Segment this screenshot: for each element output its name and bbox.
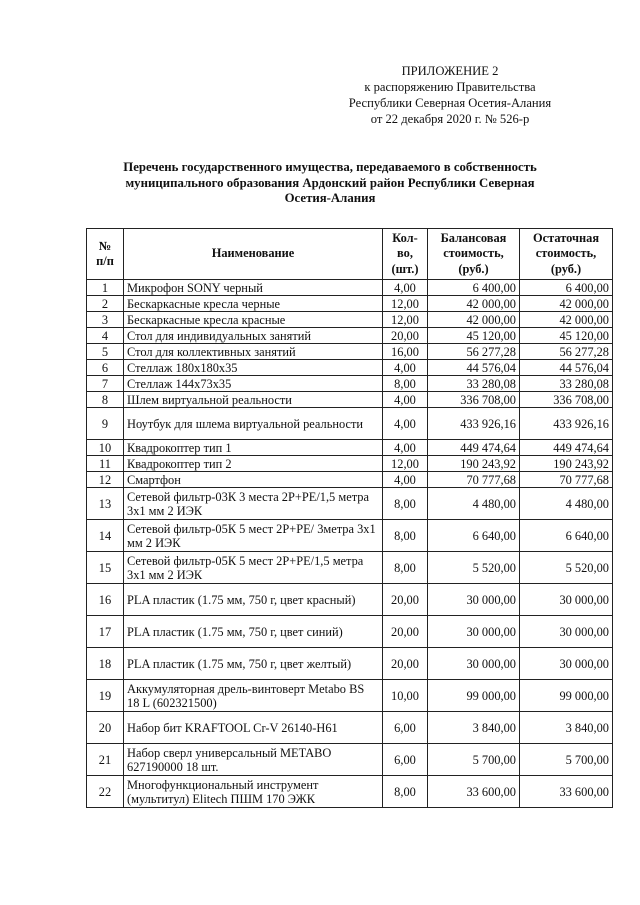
- quantity-cell: 8,00: [383, 376, 428, 392]
- table-row: [87, 616, 613, 648]
- balance-cost-cell: 42 000,00: [428, 312, 520, 328]
- balance-cost-cell: 70 777,68: [428, 472, 520, 488]
- item-name-cell: Сетевой фильтр-05К 5 мест 2P+PE/ 3метра 3х1 мм 2 ИЭК: [124, 520, 383, 552]
- property-table: [86, 228, 613, 808]
- row-number-cell: 15: [87, 552, 124, 584]
- item-name-cell: Квадрокоптер тип 1: [124, 440, 383, 456]
- table-row: [87, 472, 613, 488]
- item-name-cell: Бескаркасные кресла красные: [124, 312, 383, 328]
- balance-cost-cell: 5 700,00: [428, 744, 520, 776]
- item-name-cell: Стол для коллективных занятий: [124, 344, 383, 360]
- header-number: № п/п: [87, 229, 124, 280]
- table-row: [87, 712, 613, 744]
- table-row: [87, 584, 613, 616]
- residual-cost-cell: 5 520,00: [520, 552, 613, 584]
- residual-cost-cell: 3 840,00: [520, 712, 613, 744]
- item-name-cell: PLA пластик (1.75 мм, 750 г, цвет синий): [124, 616, 383, 648]
- item-name-cell: Стеллаж 180х180х35: [124, 360, 383, 376]
- residual-cost-cell: 42 000,00: [520, 312, 613, 328]
- row-number-cell: 17: [87, 616, 124, 648]
- residual-cost-cell: 30 000,00: [520, 584, 613, 616]
- quantity-cell: 10,00: [383, 680, 428, 712]
- quantity-cell: 12,00: [383, 456, 428, 472]
- item-name-cell: Микрофон SONY черный: [124, 280, 383, 296]
- quantity-cell: 6,00: [383, 744, 428, 776]
- item-name-cell: Квадрокоптер тип 2: [124, 456, 383, 472]
- row-number-cell: 6: [87, 360, 124, 376]
- item-name-cell: Набор сверл универсальный METABO 627190000 18 шт.: [124, 744, 383, 776]
- quantity-cell: 20,00: [383, 328, 428, 344]
- table-row: [87, 328, 613, 344]
- row-number-cell: 19: [87, 680, 124, 712]
- residual-cost-cell: 449 474,64: [520, 440, 613, 456]
- quantity-cell: 20,00: [383, 648, 428, 680]
- row-number-cell: 3: [87, 312, 124, 328]
- balance-cost-cell: 449 474,64: [428, 440, 520, 456]
- row-number-cell: 2: [87, 296, 124, 312]
- quantity-cell: 4,00: [383, 440, 428, 456]
- table-row: [87, 280, 613, 296]
- item-name-cell: Ноутбук для шлема виртуальной реальности: [124, 408, 383, 440]
- table-body: [87, 280, 613, 808]
- table-row: [87, 552, 613, 584]
- table-row: [87, 392, 613, 408]
- balance-cost-cell: 33 280,08: [428, 376, 520, 392]
- row-number-cell: 13: [87, 488, 124, 520]
- table-row: [87, 312, 613, 328]
- residual-cost-cell: 33 600,00: [520, 776, 613, 808]
- table-row: [87, 344, 613, 360]
- balance-cost-cell: 6 400,00: [428, 280, 520, 296]
- row-number-cell: 1: [87, 280, 124, 296]
- header-residual-cost: Остаточная стоимость, (руб.): [520, 229, 613, 280]
- row-number-cell: 10: [87, 440, 124, 456]
- item-name-cell: Шлем виртуальной реальности: [124, 392, 383, 408]
- item-name-cell: PLA пластик (1.75 мм, 750 г, цвет желтый): [124, 648, 383, 680]
- balance-cost-cell: 433 926,16: [428, 408, 520, 440]
- residual-cost-cell: 42 000,00: [520, 296, 613, 312]
- quantity-cell: 20,00: [383, 616, 428, 648]
- quantity-cell: 4,00: [383, 472, 428, 488]
- item-name-cell: Смартфон: [124, 472, 383, 488]
- balance-cost-cell: 6 640,00: [428, 520, 520, 552]
- document-title: [80, 160, 580, 207]
- table-row: [87, 520, 613, 552]
- item-name-cell: Набор бит KRAFTOOL Cr-V 26140-H61: [124, 712, 383, 744]
- appendix-header: [300, 63, 600, 127]
- quantity-cell: 8,00: [383, 520, 428, 552]
- quantity-cell: 4,00: [383, 408, 428, 440]
- balance-cost-cell: 45 120,00: [428, 328, 520, 344]
- item-name-cell: Сетевой фильтр-03К 3 места 2P+PE/1,5 метра 3х1 мм 2 ИЭК: [124, 488, 383, 520]
- row-number-cell: 9: [87, 408, 124, 440]
- residual-cost-cell: 4 480,00: [520, 488, 613, 520]
- residual-cost-cell: 70 777,68: [520, 472, 613, 488]
- residual-cost-cell: 30 000,00: [520, 648, 613, 680]
- quantity-cell: 8,00: [383, 552, 428, 584]
- balance-cost-cell: 30 000,00: [428, 584, 520, 616]
- residual-cost-cell: 44 576,04: [520, 360, 613, 376]
- row-number-cell: 21: [87, 744, 124, 776]
- row-number-cell: 22: [87, 776, 124, 808]
- balance-cost-cell: 30 000,00: [428, 616, 520, 648]
- table-row: [87, 440, 613, 456]
- balance-cost-cell: 44 576,04: [428, 360, 520, 376]
- table-row: [87, 648, 613, 680]
- table-row: [87, 488, 613, 520]
- quantity-cell: 8,00: [383, 488, 428, 520]
- quantity-cell: 6,00: [383, 712, 428, 744]
- quantity-cell: 16,00: [383, 344, 428, 360]
- table-row: [87, 456, 613, 472]
- balance-cost-cell: 190 243,92: [428, 456, 520, 472]
- appendix-ref-line: Республики Северная Осетия-Алания: [348, 96, 552, 110]
- row-number-cell: 8: [87, 392, 124, 408]
- quantity-cell: 4,00: [383, 392, 428, 408]
- row-number-cell: 5: [87, 344, 124, 360]
- item-name-cell: Многофункциональный инструмент (мультитул) Elitech ПШМ 170 ЭЖК: [124, 776, 383, 808]
- quantity-cell: 4,00: [383, 280, 428, 296]
- row-number-cell: 7: [87, 376, 124, 392]
- quantity-cell: 12,00: [383, 296, 428, 312]
- table-row: [87, 744, 613, 776]
- table-row: [87, 360, 613, 376]
- item-name-cell: Сетевой фильтр-05К 5 мест 2P+PE/1,5 метра 3х1 мм 2 ИЭК: [124, 552, 383, 584]
- row-number-cell: 20: [87, 712, 124, 744]
- balance-cost-cell: 5 520,00: [428, 552, 520, 584]
- item-name-cell: Стеллаж 144х73х35: [124, 376, 383, 392]
- residual-cost-cell: 6 640,00: [520, 520, 613, 552]
- residual-cost-cell: 56 277,28: [520, 344, 613, 360]
- balance-cost-cell: 56 277,28: [428, 344, 520, 360]
- quantity-cell: 12,00: [383, 312, 428, 328]
- residual-cost-cell: 190 243,92: [520, 456, 613, 472]
- appendix-date-line: от 22 декабря 2020 г. № 526-р: [370, 112, 530, 126]
- table-row: [87, 776, 613, 808]
- quantity-cell: 20,00: [383, 584, 428, 616]
- header-quantity: Кол- во, (шт.): [383, 229, 428, 280]
- header-balance-cost: Балансовая стоимость, (руб.): [428, 229, 520, 280]
- residual-cost-cell: 336 708,00: [520, 392, 613, 408]
- item-name-cell: Бескаркасные кресла черные: [124, 296, 383, 312]
- row-number-cell: 11: [87, 456, 124, 472]
- table-row: [87, 376, 613, 392]
- table-row: [87, 408, 613, 440]
- residual-cost-cell: 5 700,00: [520, 744, 613, 776]
- quantity-cell: 4,00: [383, 360, 428, 376]
- appendix-label: ПРИЛОЖЕНИЕ 2: [401, 64, 499, 78]
- balance-cost-cell: 336 708,00: [428, 392, 520, 408]
- table-row: [87, 296, 613, 312]
- balance-cost-cell: 99 000,00: [428, 680, 520, 712]
- appendix-ref-line: к распоряжению Правительства: [364, 80, 536, 94]
- header-name: Наименование: [124, 229, 383, 280]
- title-line: муниципального образования Ардонский район Республики Северная: [125, 175, 535, 190]
- title-line: Осетия-Алания: [284, 191, 376, 205]
- row-number-cell: 14: [87, 520, 124, 552]
- balance-cost-cell: 4 480,00: [428, 488, 520, 520]
- table-header-row: [87, 229, 613, 280]
- row-number-cell: 4: [87, 328, 124, 344]
- row-number-cell: 12: [87, 472, 124, 488]
- balance-cost-cell: 42 000,00: [428, 296, 520, 312]
- balance-cost-cell: 3 840,00: [428, 712, 520, 744]
- quantity-cell: 8,00: [383, 776, 428, 808]
- residual-cost-cell: 33 280,08: [520, 376, 613, 392]
- residual-cost-cell: 433 926,16: [520, 408, 613, 440]
- item-name-cell: Стол для индивидуальных занятий: [124, 328, 383, 344]
- table-row: [87, 680, 613, 712]
- item-name-cell: PLA пластик (1.75 мм, 750 г, цвет красный): [124, 584, 383, 616]
- residual-cost-cell: 6 400,00: [520, 280, 613, 296]
- residual-cost-cell: 45 120,00: [520, 328, 613, 344]
- balance-cost-cell: 33 600,00: [428, 776, 520, 808]
- title-line: Перечень государственного имущества, передаваемого в собственность: [123, 160, 537, 174]
- residual-cost-cell: 30 000,00: [520, 616, 613, 648]
- balance-cost-cell: 30 000,00: [428, 648, 520, 680]
- residual-cost-cell: 99 000,00: [520, 680, 613, 712]
- item-name-cell: Аккумуляторная дрель-винтоверт Metabo BS 18 L (602321500): [124, 680, 383, 712]
- row-number-cell: 16: [87, 584, 124, 616]
- row-number-cell: 18: [87, 648, 124, 680]
